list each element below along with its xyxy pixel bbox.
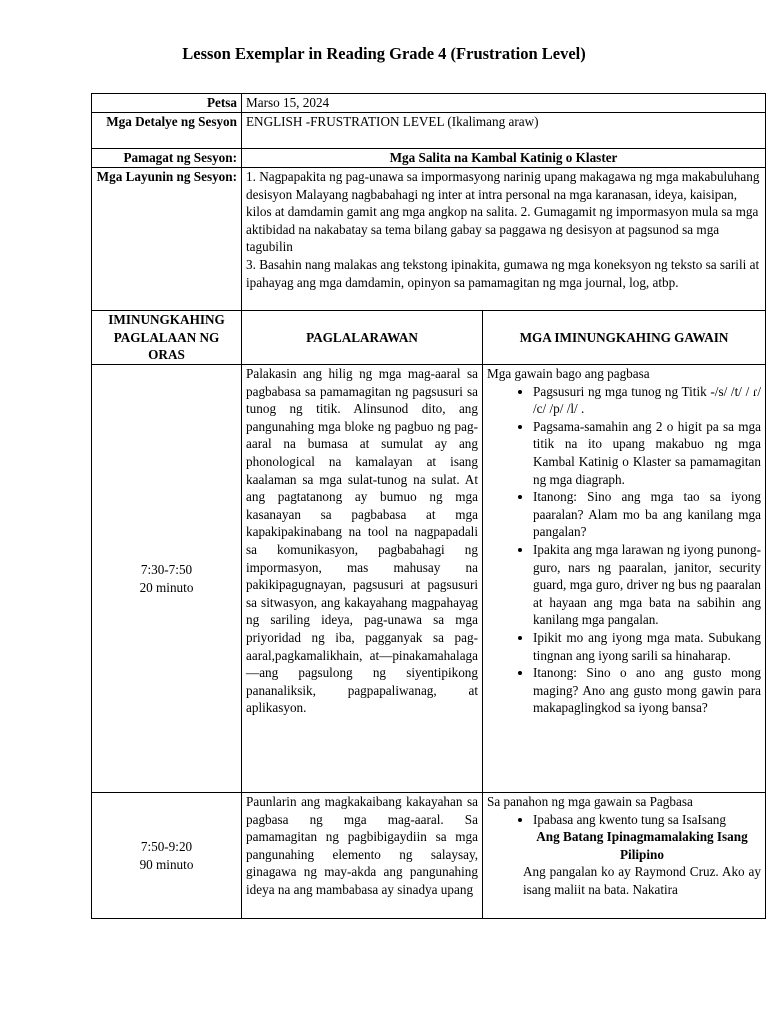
- story-text: Ang pangalan ko ay Raymond Cruz. Ako ay isang maliit na bata. Nakatira: [523, 864, 761, 897]
- story-title: Ang Batang Ipinagmamalaking Isang Pilipino: [536, 829, 748, 862]
- row-petsa: [92, 94, 766, 113]
- layunin-value: [242, 168, 766, 311]
- row-detalye: [92, 113, 766, 149]
- petsa-value: Marso 15, 2024: [242, 94, 766, 113]
- activities-intro: Sa panahon ng mga gawain sa Pagbasa: [487, 794, 693, 809]
- layunin-paragraph-2: 3. Basahin nang malakas ang tekstong ipinakita, gumawa ng mga koneksyon ng teksto sa sarili at ipahayag ang mga damdamin, opinyon sa pamamagitan ng mga journal, log, atbp.: [246, 256, 760, 290]
- activities-intro: Mga gawain bago ang pagbasa: [487, 366, 650, 381]
- header-gawain: MGA IMINUNGKAHING GAWAIN: [483, 311, 766, 365]
- pamagat-label: Pamagat ng Sesyon:: [92, 149, 242, 168]
- time-duration: 90 minuto: [139, 856, 194, 872]
- petsa-label: Petsa: [92, 94, 242, 113]
- list-item: • Ipabasa ang kwento tung sa IsaIsang: [533, 811, 761, 829]
- activities-list: [487, 383, 761, 717]
- layunin-label: Mga Layunin ng Sesyon:: [92, 168, 242, 311]
- layunin-paragraph-1: 1. Nagpapakita ng pag-unawa sa impormasyong narinig upang makagawa ng mga makabuluhang desisyon Malayang nagbabahagi ng inter at intra personal na mga karanasan, ideya, kaisipan, kilos at damdamin gamit ang mga angkop na salita. 2. Gumagamit ng impormasyon mula sa mga aktibidad na nakabatay sa tema bilang gabay sa paggawa ng desisyon at pagsunod sa mga tagubilin: [246, 169, 760, 255]
- pamagat-value: Mga Salita na Kambal Katinig o Klaster: [242, 149, 766, 168]
- activities-cell: [483, 365, 766, 793]
- table-row: [92, 793, 766, 919]
- time-cell: [92, 793, 242, 919]
- time-duration: 20 minuto: [139, 579, 194, 595]
- list-item: • Ipakita ang mga larawan ng iyong punong-guro, nars ng paaralan, janitor, security guard, mga guro, driver ng bus ng paaralan at hayaan ang mga bata na sabihin ang kanilang mga pangalan.: [533, 541, 761, 629]
- list-item: • Pagsusuri ng mga tunog ng Titik -/s/ /t/ / ɾ/ /c/ /p/ /l/ .: [533, 383, 761, 418]
- list-item: • Itanong: Sino o ano ang gusto mong maging? Ano ang gusto mong gawin para makapaglingkod sa iyong bansa?: [533, 664, 761, 717]
- list-item: • Pagsama-samahin ang 2 o higit pa sa mga titik na ito upang makabuo ng mga Kambal Katinig o Klaster sa pamamagitan ng mga diagraph.: [533, 418, 761, 488]
- row-layunin: [92, 168, 766, 311]
- row-column-headers: [92, 311, 766, 365]
- document-title: Lesson Exemplar in Reading Grade 4 (Frustration Level): [182, 44, 586, 63]
- row-pamagat: [92, 149, 766, 168]
- detalye-label: Mga Detalye ng Sesyon: [92, 113, 242, 149]
- activities-list: [487, 811, 761, 829]
- detalye-value: ENGLISH -FRUSTRATION LEVEL (Ikalimang araw): [242, 113, 766, 149]
- time-cell: [92, 365, 242, 793]
- lesson-plan-table: [91, 93, 766, 919]
- description-cell: Paunlarin ang magkakaibang kakayahan sa pagbasa ng mga mag-aaral. Sa pamamagitan ng pagbibigaydiin sa mga pangunahing elemento ng salaysay, ginagawa ng may-akda ang pangunahing ideya na ang mambabasa ay sinadya upang: [242, 793, 483, 919]
- list-item: • Itanong: Sino ang mga tao sa iyong paaralan? Alam mo ba ang kanilang mga pangalan?: [533, 488, 761, 541]
- description-cell: Palakasin ang hilig ng mga mag-aaral sa pagbabasa sa pamamagitan ng pagsusuri sa tunog ng titik. Alinsunod dito, ang pangunahing mga bloke ng pagbuo ng pag-aaral na bumasa at sumulat ay ang phonological na kamalayan at isang kaalaman sa mga sulat-tunog na sulat. At ang pagtatanong ay bumuo ng mga kasanayan sa pagbabasa at mga kapakipakinabang na tool na nagpapadali sa komunikasyon, pagbabahagi ng impormasyon, mas mahusay na pakikipagugnayan, pagsusuri at pagsusuri sa sitwasyon, ang kakayahang magpahayag ng sariling ideya, pag-unawa sa mga priyoridad ng iba, pagganyak sa pag-aaral,pagkamalikhain, at—pinakamahalaga—ang pagsulong ng siyentipikong pananaliksik, pagpapaliwanag, at aplikasyon.: [242, 365, 483, 793]
- table-row: [92, 365, 766, 793]
- activities-cell: [483, 793, 766, 919]
- time-range: 7:50-9:20: [140, 838, 193, 854]
- header-paglalarawan: PAGLALARAWAN: [242, 311, 483, 365]
- time-range: 7:30-7:50: [140, 561, 193, 577]
- list-item: • Ipikit mo ang iyong mga mata. Subukang tingnan ang iyong sarili sa hinaharap.: [533, 629, 761, 664]
- header-oras: IMINUNGKAHING PAGLALAAN NG ORAS: [92, 311, 242, 365]
